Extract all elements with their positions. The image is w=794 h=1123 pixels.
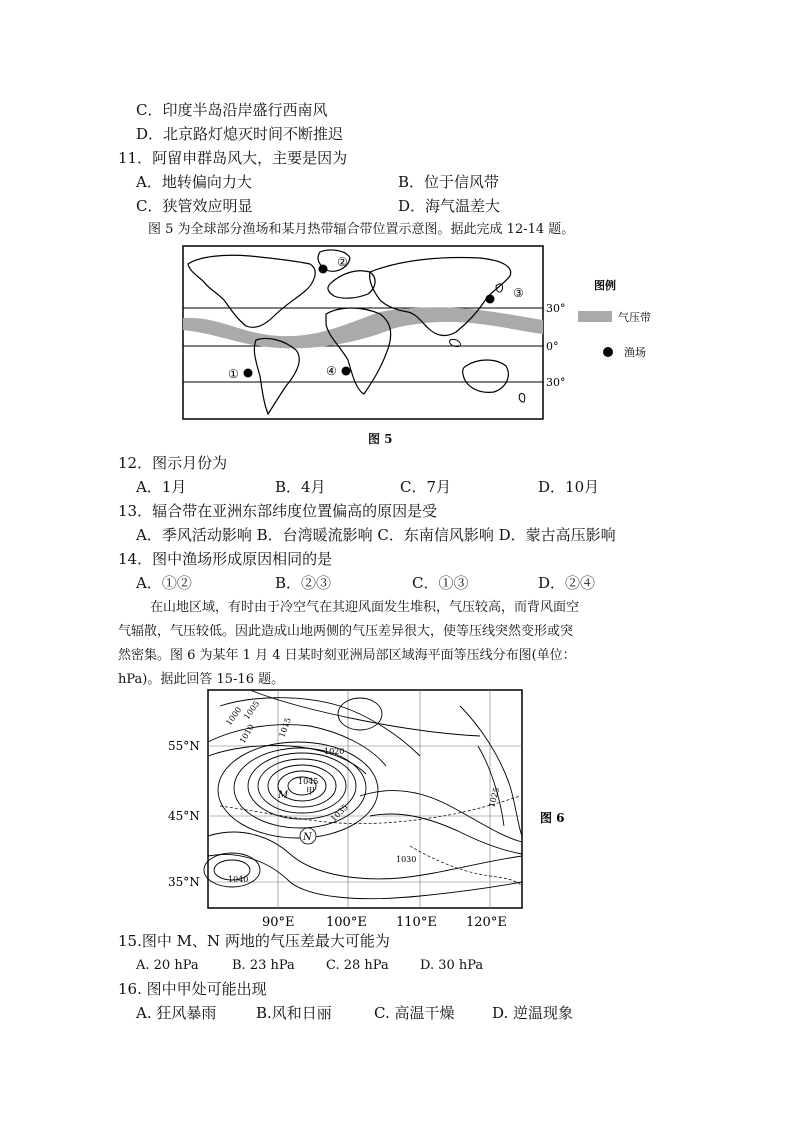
- figure-6-isobar-map: [160, 686, 580, 932]
- point-jia-label: 甲: [306, 787, 316, 797]
- q12-option-d: D．10月: [538, 478, 600, 496]
- q14-option-a: A．①②: [136, 574, 192, 592]
- q12-stem: 12．图示月份为: [118, 454, 228, 472]
- q16-option-b: B.风和日丽: [256, 1004, 332, 1022]
- point-n-label: N: [303, 832, 312, 843]
- q11-stem: 11．阿留申群岛风大，主要是因为: [118, 149, 348, 167]
- passage-line-2: 气辐散，气压较低。因此造成山地两侧的气压差异很大，使等压线突然变形或突: [118, 624, 574, 639]
- lon-90e-label: 90°E: [262, 915, 295, 930]
- q13-options: A．季风活动影响 B．台湾暖流影响 C．东南信风影响 D．蒙古高压影响: [136, 526, 616, 544]
- q16-option-c: C. 高温干燥: [374, 1004, 455, 1022]
- figure-5-caption: 图 5: [368, 432, 393, 446]
- isobar-label-1020: 1020: [324, 747, 345, 756]
- figure-5-world-map: [180, 244, 680, 424]
- lon-100e-label: 100°E: [326, 915, 367, 930]
- legend-band-label: 气压带: [618, 311, 651, 324]
- q10-option-d: D．北京路灯熄灭时间不断推迟: [136, 125, 344, 143]
- q14-option-b: B．②③: [275, 574, 332, 592]
- passage-line-1: 在山地区域，有时由于冷空气在其迎风面发生堆积，气压较高，而背风面空: [150, 600, 580, 615]
- legend-title: 图例: [594, 279, 616, 292]
- q11-option-a: A．地转偏向力大: [136, 173, 252, 191]
- q14-option-d: D．②④: [538, 574, 596, 592]
- q15-option-b: B. 23 hPa: [232, 958, 295, 973]
- isobar-label-1005: 1005: [242, 699, 262, 722]
- q14-stem: 14．图中渔场形成原因相同的是: [118, 550, 333, 568]
- marker-1-label: ①: [228, 367, 239, 381]
- isobar-label-1040: 1040: [228, 875, 249, 884]
- lat-30n-label: 30°: [546, 302, 566, 315]
- lon-110e-label: 110°E: [396, 915, 437, 930]
- passage-line-3: 然密集。图 6 为某年 1 月 4 日某时刻亚洲局部区域海平面等压线分布图(单位：: [118, 648, 576, 663]
- q12-option-b: B．4月: [275, 478, 326, 496]
- lat-30s-label: 30°: [546, 376, 566, 389]
- marker-2-label: ②: [337, 255, 348, 269]
- lat-45n-label: 45°N: [168, 809, 200, 823]
- q16-stem: 16. 图中甲处可能出现: [118, 980, 267, 998]
- lat-55n-label: 55°N: [168, 739, 200, 753]
- q12-option-a: A．1月: [136, 478, 187, 496]
- q11-option-b: B．位于信风带: [398, 173, 500, 191]
- fishing-ground-2: [319, 265, 328, 274]
- fishing-ground-1: [244, 369, 253, 378]
- lat-0-label: 0°: [546, 340, 559, 353]
- q11-option-d: D．海气温差大: [398, 197, 501, 215]
- legend-dot-swatch: [603, 347, 613, 357]
- isobar-label-1035: 1035: [329, 802, 350, 824]
- q10-option-c: C．印度半岛沿岸盛行西南风: [136, 101, 328, 119]
- q15-option-d: D. 30 hPa: [420, 958, 484, 973]
- q12-option-c: C．7月: [400, 478, 452, 496]
- marker-3-label: ③: [513, 286, 524, 300]
- fig5-intro: 图 5 为全球部分渔场和某月热带辐合带位置示意图。据此完成 12-14 题。: [148, 222, 575, 237]
- isobar-label-1025: 1025: [487, 786, 502, 809]
- fishing-ground-4: [342, 367, 351, 376]
- q14-option-c: C．①③: [412, 574, 469, 592]
- isobar-label-1045: 1045: [298, 777, 319, 786]
- q11-option-c: C．狭管效应明显: [136, 197, 253, 215]
- isobar-label-1010: 1010: [237, 722, 256, 745]
- isobar-label-1015: 1015: [277, 716, 293, 739]
- q15-option-a: A. 20 hPa: [136, 958, 199, 973]
- q15-option-c: C. 28 hPa: [326, 958, 389, 973]
- q16-option-a: A. 狂风暴雨: [136, 1004, 217, 1022]
- point-m-label: M: [278, 790, 289, 801]
- figure-6-caption: 图 6: [540, 811, 565, 825]
- marker-4-label: ④: [326, 364, 337, 378]
- q15-stem: 15.图中 M、N 两地的气压差最大可能为: [118, 932, 390, 950]
- lon-120e-label: 120°E: [466, 915, 507, 930]
- q13-stem: 13．辐合带在亚洲东部纬度位置偏高的原因是受: [118, 502, 438, 520]
- q16-option-d: D. 逆温现象: [492, 1004, 574, 1022]
- legend-dot-label: 渔场: [624, 346, 646, 359]
- isobar-label-1000: 1000: [224, 705, 244, 728]
- isobar-label-1030: 1030: [396, 855, 417, 864]
- fishing-ground-3: [486, 295, 495, 304]
- passage-line-4: hPa)。据此回答 15-16 题。: [118, 672, 285, 687]
- legend-band-swatch: [578, 311, 612, 322]
- lat-35n-label: 35°N: [168, 875, 200, 889]
